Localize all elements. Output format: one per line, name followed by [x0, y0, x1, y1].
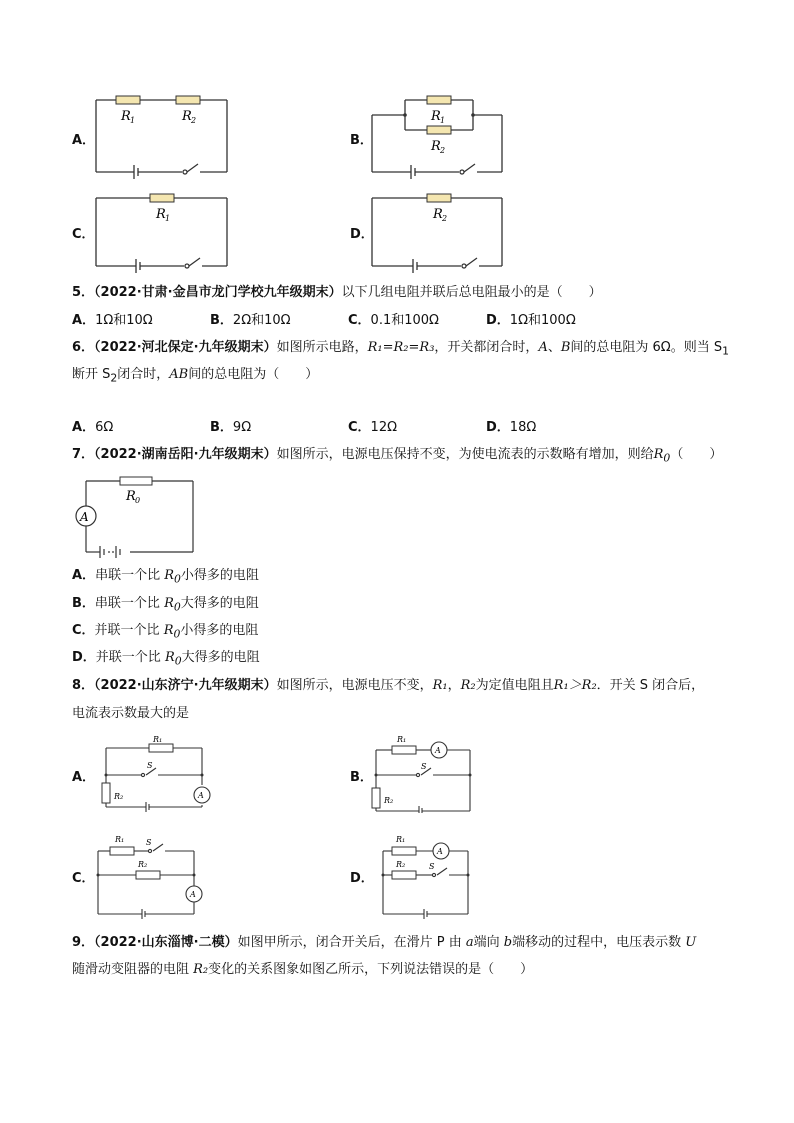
option-text: 并联一个比 [95, 650, 165, 665]
q6-option-a[interactable] [72, 418, 113, 438]
svg-text:S: S [421, 762, 427, 771]
option-letter: D． [486, 420, 510, 435]
q7-option-b[interactable] [72, 594, 259, 618]
svg-text:2: 2 [440, 146, 446, 155]
q7-option-a[interactable] [72, 566, 259, 590]
option-text: 并联一个比 [94, 623, 164, 638]
option-text: 1Ω和100Ω [509, 313, 576, 328]
separator: 、 [547, 340, 561, 355]
svg-text:R₂: R₂ [138, 860, 148, 869]
svg-text:R₂: R₂ [384, 796, 394, 805]
svg-text:R₁: R₁ [115, 835, 125, 844]
option-text: 12Ω [370, 420, 398, 435]
variable-label: U [685, 935, 697, 950]
svg-text:1: 1 [130, 116, 136, 125]
q6-option-b[interactable] [210, 418, 251, 438]
point-label: a [465, 935, 474, 950]
svg-text:R: R [156, 207, 166, 222]
question-stem-part: 随滑动变阻器的电阻 [72, 962, 194, 977]
option-letter: B． [72, 596, 95, 611]
question-stem-part: 闭合时， [117, 367, 170, 382]
svg-text:R: R [126, 489, 136, 504]
question-stem-part: ．开关 S 闭合后， [596, 678, 705, 693]
resistor-symbol: R [164, 596, 174, 611]
option-text: 9Ω [232, 420, 252, 435]
q5-option-d[interactable] [486, 311, 576, 331]
option-letter: D． [72, 650, 96, 665]
question-stem-part: （ ） [670, 447, 723, 462]
q8-option-letter-c[interactable]: C． [72, 871, 95, 886]
question-source: （2022·山东淄博·二模） [94, 935, 238, 950]
question-stem: 如图甲所示，闭合开关后，在滑片 P 由 [237, 935, 466, 950]
option-text: 大得多的电阻 [180, 596, 259, 611]
svg-text:2: 2 [191, 116, 197, 125]
question-8 [72, 676, 704, 696]
option-letter: C． [72, 623, 95, 638]
option-text: 6Ω [95, 420, 114, 435]
question-stem: 如图所示，电源电压保持不变，为使电流表的示数略有增加，则给 [276, 447, 654, 462]
svg-text:R: R [431, 139, 441, 154]
svg-text:A: A [190, 890, 196, 899]
resistor-symbol: R₂ [460, 678, 476, 693]
option-letter-c: C． [72, 227, 95, 242]
resistor-symbol: R [653, 447, 664, 462]
subscript: 0 [173, 600, 181, 614]
subscript: 0 [173, 627, 181, 641]
q7-option-c[interactable] [72, 621, 258, 645]
q8-option-letter-a[interactable]: A． [72, 770, 96, 785]
question-number: 5． [72, 285, 95, 300]
svg-text:R₁: R₁ [397, 735, 407, 744]
option-letter-d: D． [350, 227, 374, 242]
question-7 [72, 445, 722, 469]
option-letter: B． [210, 420, 233, 435]
question-number: 9． [72, 935, 95, 950]
option-text: 2Ω和10Ω [232, 313, 291, 328]
question-stem-part: 端向 [473, 935, 504, 950]
option-letter: A． [72, 420, 96, 435]
option-text: 18Ω [509, 420, 537, 435]
question-number: 7． [72, 447, 95, 462]
option-letter: D． [486, 313, 510, 328]
q5-option-c[interactable] [348, 311, 439, 331]
resistor-symbol: R₁ [432, 678, 448, 693]
q8-option-letter-d[interactable]: D． [350, 871, 374, 886]
svg-text:R₁: R₁ [396, 835, 406, 844]
subscript: 0 [174, 654, 182, 668]
svg-text:A: A [435, 746, 441, 755]
option-letter-b: B． [350, 133, 373, 148]
subscript: 2 [110, 371, 118, 385]
subscript: 0 [663, 451, 671, 465]
question-source: （2022·山东济宁·九年级期末） [94, 678, 277, 693]
question-5 [72, 283, 602, 303]
circuit-diagram-q8-b [366, 733, 491, 813]
option-letter: C． [348, 313, 371, 328]
question-stem: 以下几组电阻并联后总电阻最小的是（ ） [341, 285, 602, 300]
question-stem-part: 为定值电阻且 [475, 678, 554, 693]
point-label: B [560, 340, 571, 355]
svg-text:R: R [121, 109, 131, 124]
circuit-diagram-q7 [72, 475, 197, 560]
option-text: 串联一个比 [95, 568, 165, 583]
question-8-line2 [72, 704, 189, 724]
option-letter: B． [210, 313, 233, 328]
option-text: 1Ω和10Ω [95, 313, 153, 328]
svg-text:0: 0 [135, 496, 141, 505]
circuit-diagram-q8-c [90, 830, 215, 920]
circuit-diagram-a [90, 92, 235, 182]
option-text: 小得多的电阻 [180, 623, 259, 638]
resistor-symbol: R₂ [193, 962, 209, 977]
option-text: 小得多的电阻 [180, 568, 259, 583]
option-letter: C． [348, 420, 371, 435]
circuit-diagram-q8-a [94, 733, 219, 813]
resistor-symbol: R [164, 650, 175, 665]
svg-text:A: A [437, 847, 443, 856]
q6-option-d[interactable] [486, 418, 536, 438]
question-stem-part: 间的总电阻为 6Ω。则当 S [570, 340, 723, 355]
svg-text:R: R [431, 109, 441, 124]
question-stem: 如图所示电路， [276, 340, 368, 355]
question-number: 8． [72, 678, 95, 693]
svg-text:S: S [429, 862, 435, 871]
q6-option-c[interactable] [348, 418, 397, 438]
formula: R₁=R₂=R₃ [367, 340, 435, 355]
svg-text:R: R [182, 109, 192, 124]
question-9-line2 [72, 960, 533, 980]
separator: ， [447, 678, 461, 693]
question-stem-part: 电流表示数最大的是 [72, 706, 190, 721]
comparison: R₁＞R₂ [553, 678, 597, 693]
question-stem-part: 端移动的过程中，电压表示数 [512, 935, 686, 950]
q5-option-b[interactable] [210, 311, 291, 331]
question-6 [72, 338, 729, 362]
svg-text:R: R [433, 207, 443, 222]
point-label: b [503, 935, 513, 950]
question-stem-part: 间的总电阻为（ ） [188, 367, 319, 382]
option-text: 串联一个比 [94, 596, 165, 611]
option-letter: A． [72, 568, 96, 583]
question-stem: 如图所示，电源电压不变， [276, 678, 433, 693]
question-stem-part: ，开关都闭合时， [434, 340, 539, 355]
option-text: 0.1和100Ω [370, 313, 439, 328]
subscript: 1 [722, 344, 730, 358]
subscript: 0 [174, 572, 181, 586]
resistor-symbol: R [163, 623, 174, 638]
question-source: （2022·甘肃·金昌市龙门学校九年级期末） [94, 285, 342, 300]
option-letter: A． [72, 313, 96, 328]
svg-text:A: A [198, 791, 204, 800]
circuit-diagram-b [365, 90, 515, 185]
question-source: （2022·湖南岳阳·九年级期末） [94, 447, 277, 462]
svg-text:2: 2 [442, 214, 448, 223]
question-stem-part: 变化的关系图象如图乙所示，下列说法错误的是（ ） [208, 962, 534, 977]
circuit-diagram-d [365, 190, 515, 275]
svg-text:A: A [80, 510, 89, 524]
circuit-diagram-q8-d [375, 830, 500, 920]
svg-text:1: 1 [440, 116, 446, 125]
point-label: A [538, 340, 548, 355]
resistor-symbol: R [164, 568, 174, 583]
svg-text:S: S [147, 761, 153, 770]
svg-text:R₂: R₂ [396, 860, 406, 869]
option-letter-a: A． [72, 133, 96, 148]
question-6-line2 [72, 365, 318, 389]
circuit-diagram-c [90, 190, 235, 275]
q5-option-a[interactable] [72, 311, 153, 331]
question-source: （2022·河北保定·九年级期末） [94, 340, 277, 355]
q8-option-letter-b[interactable]: B． [350, 770, 373, 785]
svg-text:R₂: R₂ [114, 792, 124, 801]
svg-text:S: S [146, 838, 152, 847]
question-stem-part: 断开 S [72, 367, 111, 382]
question-number: 6． [72, 340, 95, 355]
point-label: AB [169, 367, 189, 382]
question-9 [72, 933, 696, 953]
option-text: 大得多的电阻 [181, 650, 260, 665]
svg-text:1: 1 [165, 214, 171, 223]
q7-option-d[interactable] [72, 648, 260, 672]
svg-text:R₁: R₁ [153, 735, 163, 744]
